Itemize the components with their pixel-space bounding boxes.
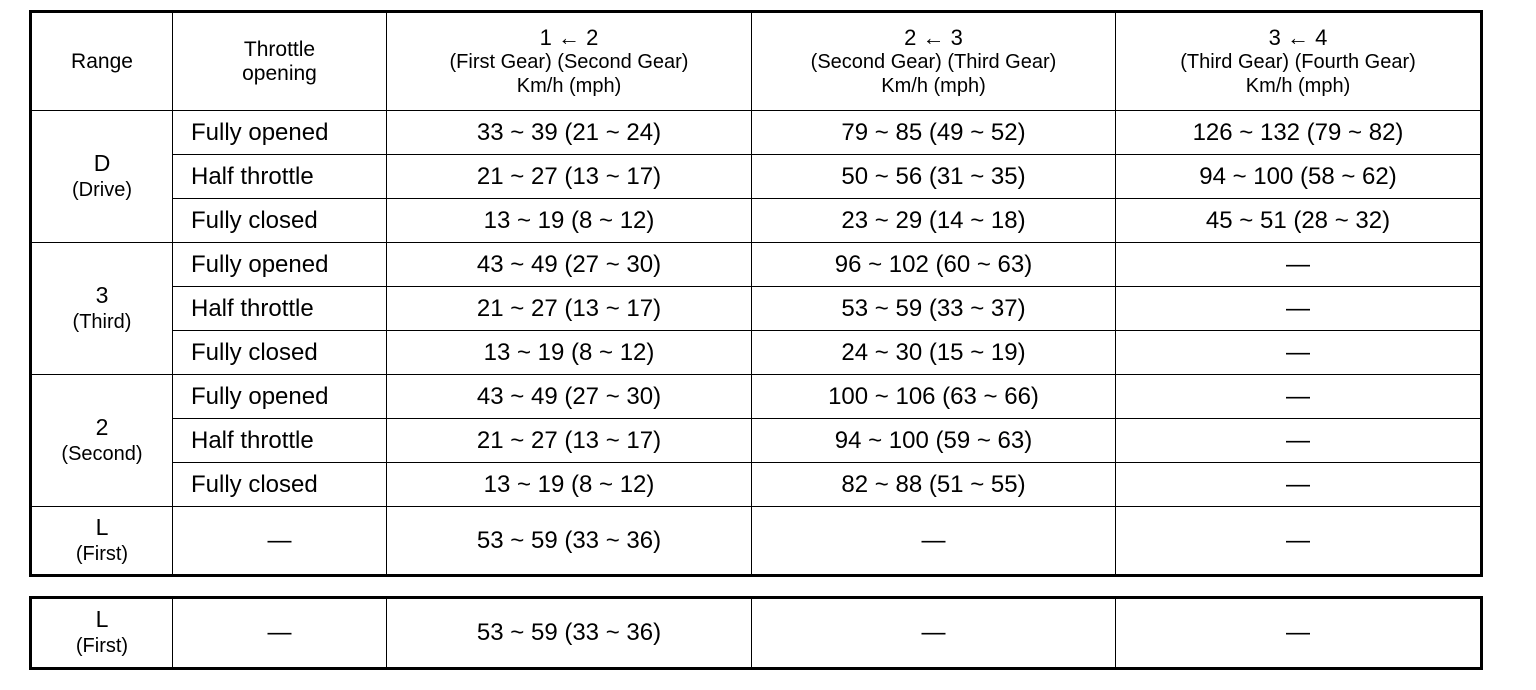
speed-cell-3-4: — — [1116, 507, 1482, 576]
speed-cell-1-2: 21 ~ 27 (13 ~ 17) — [387, 287, 752, 331]
header-gear-1-2-unit: Km/h (mph) — [516, 74, 622, 97]
header-range-label: Range — [71, 49, 133, 73]
table-row — [31, 419, 1482, 463]
speed-cell-3-4: — — [1116, 419, 1482, 463]
range-cell-2 — [31, 375, 173, 507]
speed-cell-2-3: 100 ~ 106 (63 ~ 66) — [752, 375, 1116, 419]
speed-cell-2-3: 24 ~ 30 (15 ~ 19) — [752, 331, 1116, 375]
range-cell-l — [31, 507, 173, 576]
speed-cell-2-3: 96 ~ 102 (60 ~ 63) — [752, 243, 1116, 287]
speed-cell-1-2: 13 ~ 19 (8 ~ 12) — [387, 199, 752, 243]
header-gear-1-2-shift: 1 ← 2 — [539, 24, 599, 50]
table-row — [31, 507, 1482, 576]
range-sublabel: (First) — [75, 635, 129, 657]
header-gear-2-3 — [752, 12, 1116, 111]
range-cell-3 — [31, 243, 173, 375]
speed-cell-3-4: 94 ~ 100 (58 ~ 62) — [1116, 155, 1482, 199]
speed-cell-1-2: 21 ~ 27 (13 ~ 17) — [387, 155, 752, 199]
range-label: L — [95, 606, 109, 632]
throttle-cell: — — [173, 598, 387, 669]
speed-cell-1-2: 13 ~ 19 (8 ~ 12) — [387, 463, 752, 507]
header-gear-3-4 — [1116, 12, 1482, 111]
range-cell-l — [31, 598, 173, 669]
header-gear-1-2 — [387, 12, 752, 111]
table-row — [31, 199, 1482, 243]
range-sublabel: (First) — [75, 542, 129, 565]
speed-cell-1-2: 21 ~ 27 (13 ~ 17) — [387, 419, 752, 463]
range-sublabel: (Third) — [72, 310, 132, 333]
header-gear-2-3-unit: Km/h (mph) — [881, 74, 986, 97]
header-gear-3-4-shift: 3 ← 4 — [1268, 24, 1328, 50]
throttle-cell: Fully closed — [173, 331, 387, 375]
throttle-cell: Half throttle — [173, 155, 387, 199]
table-row — [31, 111, 1482, 155]
range-label: 2 — [95, 413, 109, 440]
speed-cell-3-4: — — [1116, 463, 1482, 507]
speed-cell-2-3: 82 ~ 88 (51 ~ 55) — [752, 463, 1116, 507]
speed-cell-1-2: 53 ~ 59 (33 ~ 36) — [387, 598, 752, 669]
throttle-cell: — — [173, 507, 387, 576]
speed-cell-1-2: 13 ~ 19 (8 ~ 12) — [387, 331, 752, 375]
throttle-cell: Fully opened — [173, 111, 387, 155]
speed-cell-1-2: 33 ~ 39 (21 ~ 24) — [387, 111, 752, 155]
header-throttle-line2: opening — [242, 61, 317, 85]
table-row — [31, 331, 1482, 375]
speed-cell-2-3: 94 ~ 100 (59 ~ 63) — [752, 419, 1116, 463]
table-row — [31, 598, 1482, 669]
throttle-cell: Half throttle — [173, 287, 387, 331]
range-sublabel: (Second) — [61, 442, 143, 465]
header-throttle — [173, 12, 387, 111]
range-label: 3 — [95, 281, 109, 308]
table-row — [31, 243, 1482, 287]
range-label: L — [95, 513, 109, 540]
table-row — [31, 155, 1482, 199]
shift-speed-table — [29, 10, 1483, 577]
speed-cell-3-4: 45 ~ 51 (28 ~ 32) — [1116, 199, 1482, 243]
speed-cell-3-4: — — [1116, 287, 1482, 331]
speed-cell-3-4: — — [1116, 243, 1482, 287]
throttle-cell: Half throttle — [173, 419, 387, 463]
table-row — [31, 375, 1482, 419]
speed-cell-2-3: 53 ~ 59 (33 ~ 37) — [752, 287, 1116, 331]
speed-cell-1-2: 53 ~ 59 (33 ~ 36) — [387, 507, 752, 576]
header-gear-3-4-names: (Third Gear) (Fourth Gear) — [1180, 50, 1416, 73]
header-throttle-line1: Throttle — [243, 37, 316, 61]
throttle-cell: Fully opened — [173, 375, 387, 419]
header-gear-2-3-names: (Second Gear) (Third Gear) — [810, 50, 1057, 73]
speed-cell-2-3: — — [752, 598, 1116, 669]
speed-cell-2-3: — — [752, 507, 1116, 576]
speed-cell-2-3: 79 ~ 85 (49 ~ 52) — [752, 111, 1116, 155]
throttle-cell: Fully closed — [173, 199, 387, 243]
table-row — [31, 287, 1482, 331]
speed-cell-3-4: — — [1116, 331, 1482, 375]
speed-cell-1-2: 43 ~ 49 (27 ~ 30) — [387, 243, 752, 287]
speed-cell-3-4: — — [1116, 375, 1482, 419]
speed-cell-2-3: 50 ~ 56 (31 ~ 35) — [752, 155, 1116, 199]
header-range — [31, 12, 173, 111]
range-cell-d — [31, 111, 173, 243]
header-row — [31, 12, 1482, 111]
l-range-table — [29, 596, 1483, 670]
throttle-cell: Fully opened — [173, 243, 387, 287]
header-gear-1-2-names: (First Gear) (Second Gear) — [449, 50, 689, 73]
throttle-cell: Fully closed — [173, 463, 387, 507]
header-gear-2-3-shift: 2 ← 3 — [904, 24, 963, 50]
speed-cell-3-4: — — [1116, 598, 1482, 669]
speed-cell-2-3: 23 ~ 29 (14 ~ 18) — [752, 199, 1116, 243]
speed-cell-3-4: 126 ~ 132 (79 ~ 82) — [1116, 111, 1482, 155]
header-gear-3-4-unit: Km/h (mph) — [1245, 74, 1351, 97]
range-label: D — [93, 149, 111, 176]
range-sublabel: (Drive) — [72, 178, 132, 201]
speed-cell-1-2: 43 ~ 49 (27 ~ 30) — [387, 375, 752, 419]
table-row — [31, 463, 1482, 507]
